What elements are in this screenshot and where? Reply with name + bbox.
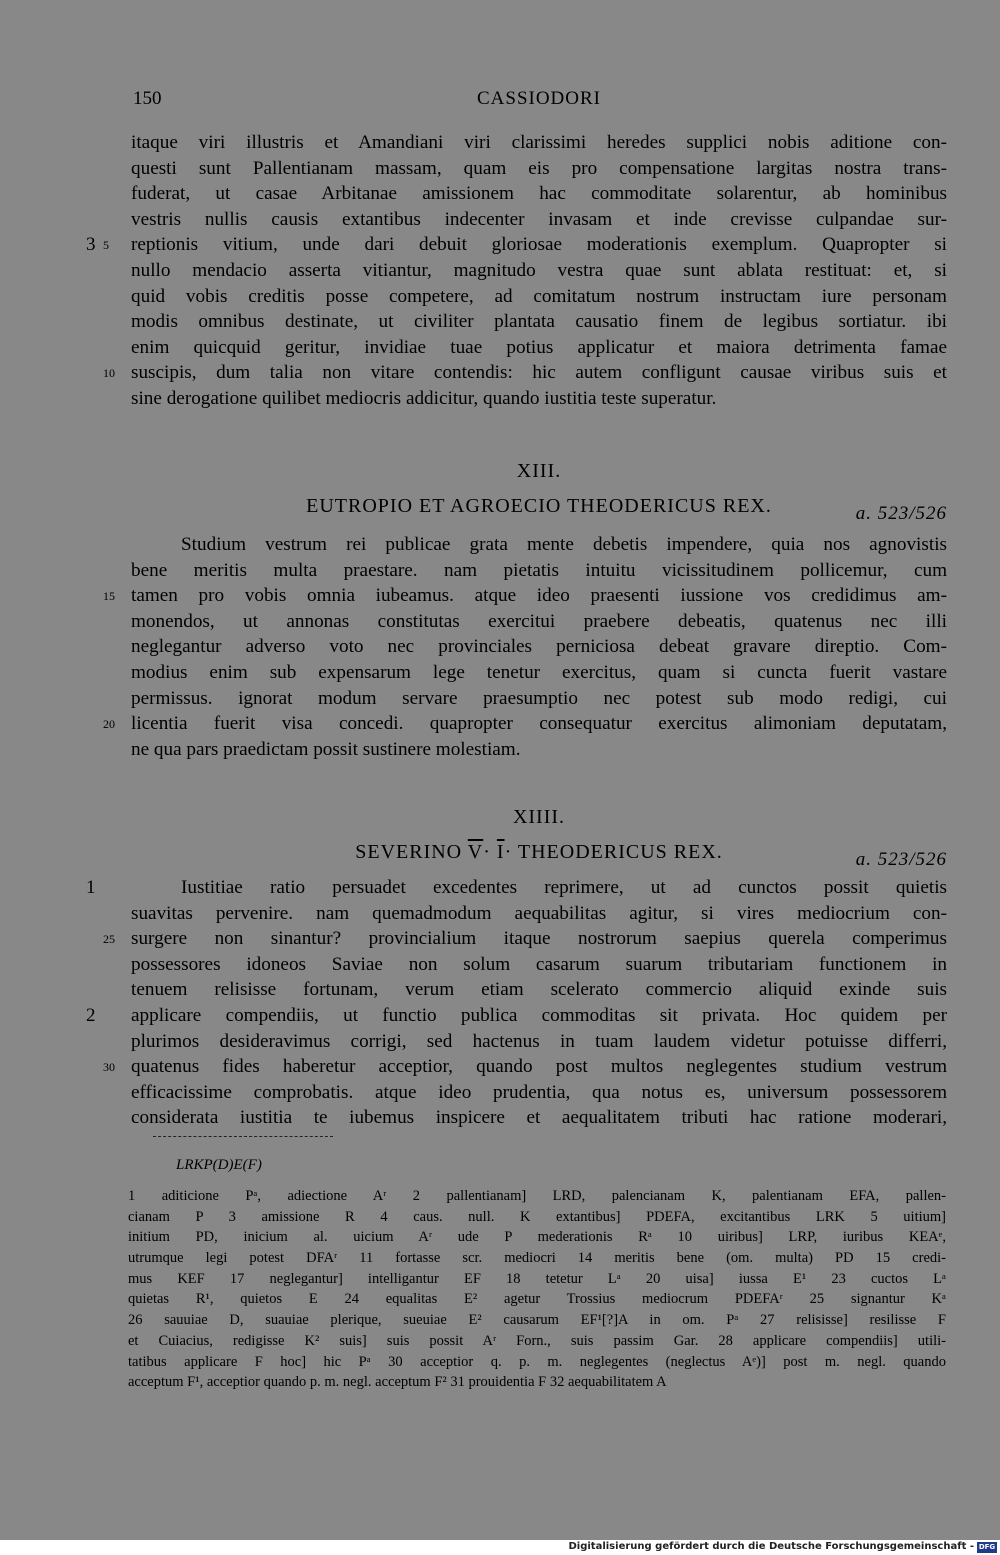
text-line: itaque viri illustris et Amandiani viri clarissimi heredes supplici nobis aditione con- [131, 132, 947, 153]
footer-bar [0, 1540, 1000, 1555]
margin-section-number: 2 [86, 1004, 96, 1026]
running-head: CASSIODORI [476, 88, 602, 109]
apparatus-line: initium PD, inicium al. uicium Aʳ ude P mederationis Rᵃ 10 uiribus] LRP, iuribus KEAᵉ, [128, 1229, 946, 1246]
text-line: 2 applicare compendiis, ut functio publica commoditas sit privata. Hoc quidem per [131, 1003, 947, 1029]
text-line: ne qua pars praedictam possit sustinere molestiam. [131, 738, 521, 760]
text-line: 10 suscipis, dum talia non vitare contendis: hic autem confligunt causae viribus suis et [131, 360, 947, 386]
text-line: possessores idoneos Saviae non solum casarum suarum tributariam functionem in [131, 953, 947, 975]
section-title-text: EUTROPIO ET AGROECIO THEODERICUS REX. [306, 495, 772, 517]
apparatus-line: acceptum F¹, acceptior quando p. m. negl. acceptum F² 31 prouidentia F 32 aequabilitatem A [128, 1374, 667, 1391]
text-line: 3 5 reptionis vitium, unde dari debuit gloriosae moderationis exemplum. Quapropter si [131, 232, 947, 258]
footnote-divider [153, 1136, 333, 1137]
text-line: modis omnibus destinate, ut civiliter plantata causatio finem de legibus sortiatur. ibi [131, 311, 947, 333]
section-number: XIIII. [512, 806, 566, 828]
margin-section-number: 3 [86, 234, 96, 256]
margin-section-number: 1 [86, 877, 96, 898]
text-line: plurimos desideravimus corrigi, sed hactenus in tuam laudem videtur potuisse differri, [131, 1030, 947, 1052]
text-line: suavitas pervenire. nam quemadmodum aequabilitas agitur, si vires mediocrium con- [131, 902, 947, 924]
text-line: 25 surgere non sinantur? provincialium itaque nostrorum saepius querela comperimus [131, 926, 947, 952]
text-line: permissus. ignorat modum servare praesumptio nec potest sub modo redigi, cui [131, 687, 947, 709]
text-block-1 [86, 130, 947, 412]
text-line: neglegantur adverso voto nec provinciales perniciosa debeat gravare direptio. Com- [131, 636, 947, 658]
text-line: bene meritis multa praestare. nam pietatis intuitu vicissitudinem pollicemur, cum [131, 559, 947, 581]
text-line: 20 licentia fuerit visa concedi. quapropter consequatur exercitus alimoniam deputatam, [131, 711, 947, 737]
line-number: 30 [103, 1060, 115, 1075]
section-date: a. 523/526 [855, 849, 947, 870]
dfg-logo: DFG [978, 1543, 996, 1551]
text-line: questi sunt Pallentianam massam, quam eis pro compensatione largitas nostra trans- [131, 157, 947, 179]
text-line: considerata iustitia te iubemus inspicere et aequalitatem tributi hac ratione moderari, [131, 1107, 947, 1129]
text-line: 15 tamen pro vobis omnia iubeamus. atque ideo praesenti iussione vos credidimus am- [131, 583, 947, 609]
section-number: XIII. [516, 460, 562, 482]
critical-apparatus [128, 1186, 946, 1393]
manuscript-sigla: LRKP(D)E(F) [176, 1157, 262, 1173]
section-title-text: SEVERINO $\overline{V}\cdot \overline{I}\cdot$ THEODERICUS REX. [355, 841, 723, 863]
section-13-body [103, 532, 947, 762]
text-line: quid vobis creditis posse competere, ad comitatum nostrum instructam iure personam [131, 285, 947, 307]
apparatus-line: cianam P 3 amissione R 4 caus. null. K extantibus] PDEFA, excitantibus LRK 5 uitium] [128, 1208, 946, 1225]
text-line: nullo mendacio asserta vitiantur, magnitudo vestra quae sunt ablata restituat: et, si [131, 259, 947, 281]
apparatus-line: quietas R¹, quietos E 24 equalitas E² agetur Trossius mediocrum PDEFAʳ 25 signantur Kᵃ [128, 1291, 946, 1308]
text-line: 30 quatenus fides haberetur acceptior, quando post multos neglegentes studium vestrum [131, 1054, 947, 1080]
apparatus-line: tatibus applicare F hoc] hic Pᵃ 30 acceptior q. p. m. neglegentes (neglectus Aᵉ)] post m. negl. quando [128, 1353, 946, 1370]
text-line: monendos, ut annonas constitutas exercitui praebere debeatis, quatenus nec illi [131, 610, 947, 632]
page-header [133, 88, 945, 114]
section-14-body [86, 875, 947, 1131]
apparatus-line: et Cuiacius, redigisse K² suis] suis possit Aʳ Forn., suis passim Gar. 28 applicare compendiis] utili- [128, 1332, 946, 1349]
text-line: vestris nullis causis extantibus indecenter invasam et inde crevisse culpandae sur- [131, 208, 947, 230]
line-number: 25 [103, 932, 115, 947]
funding-credit: Digitalisierung gefördert durch die Deutsche Forschungsgemeinschaft - [568, 1541, 974, 1552]
section-date: a. 523/526 [855, 503, 947, 524]
line-number: 10 [103, 366, 115, 381]
text-line: Studium vestrum rei publicae grata mente debetis impendere, quia nos agnovistis [181, 534, 947, 555]
page-number: 150 [133, 88, 162, 109]
text-line: fuderat, ut casae Arbitanae amissionem hac commoditate solarentur, ab hominibus [131, 183, 947, 205]
apparatus-line: mus KEF 17 neglegantur] intelligantur EF 18 tetetur Lᵃ 20 uisa] iussa E¹ 23 cuctos Lᵃ [128, 1270, 946, 1287]
apparatus-line: utrumque legi potest DFAʳ 11 fortasse scr. mediocri 14 meritis bene (om. multa) PD 15 credi- [128, 1250, 946, 1267]
apparatus-line: 26 sauuiae D, suauiae plerique, sueuiae E² causarum EF¹[?]A in om. Pᵃ 27 relisisse] resilisse F [128, 1312, 946, 1329]
text-line: tenuem relisisse fortunam, verum etiam scelerato commercio aliquid exinde suis [131, 979, 947, 1001]
text-line: 1 Iustitiae ratio persuadet excedentes reprimere, ut ad cunctos possit quietis [131, 875, 947, 901]
line-number: 5 [103, 238, 109, 253]
line-number: 15 [103, 589, 115, 604]
text-line: modius enim sub expensarum lege tenetur exercitus, quam si cuncta fuerit vastare [131, 661, 947, 683]
apparatus-line: 1 aditicione Pᵃ, adiectione Aʳ 2 pallentianam] LRD, palencianam K, palentianam EFA, pallen- [128, 1188, 946, 1204]
line-number: 20 [103, 717, 115, 732]
text-line: sine derogatione quilibet mediocris addicitur, quando iustitia teste superatur. [131, 387, 717, 409]
text-line: enim quicquid geritur, invidiae tuae potius applicatur et maiora detrimenta famae [131, 336, 947, 358]
text-line: efficacissime comprobatis. atque ideo prudentia, qua notus es, universum possessorem [131, 1081, 947, 1103]
